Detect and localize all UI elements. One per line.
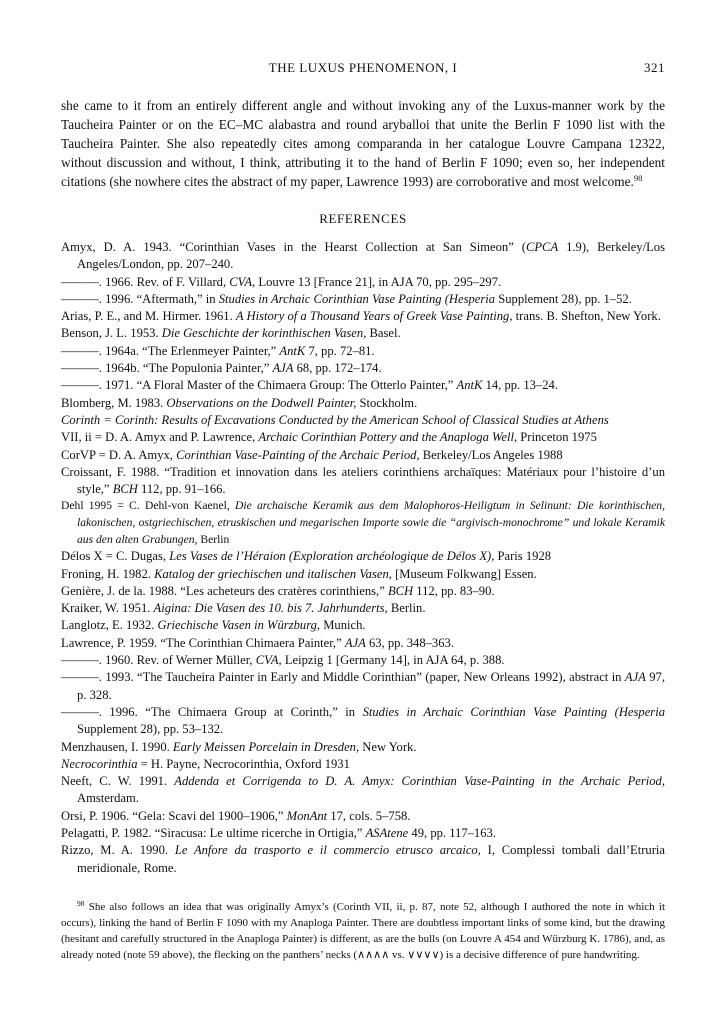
reference-text: Paris 1928 bbox=[494, 549, 552, 564]
reference-text: Amyx, D. A. 1943. “Corinthian Vases in the Hearst Collection at San Simeon” ( bbox=[61, 240, 526, 254]
reference-text: Lawrence, P. 1959. “The Corinthian Chimaera Painter,” bbox=[61, 635, 345, 650]
reference-entry bbox=[61, 669, 665, 704]
reference-text: Munich. bbox=[320, 618, 366, 633]
reference-title: Necrocorinthia bbox=[61, 756, 138, 771]
reference-title: Studies in Archaic Corinthian Vase Painting (Hesperia bbox=[218, 291, 496, 306]
reference-text: New York. bbox=[359, 739, 417, 754]
reference-entry bbox=[61, 808, 665, 825]
reference-title: BCH bbox=[112, 482, 138, 497]
reference-title: Die Geschichte der korinthischen Vasen, bbox=[161, 326, 367, 341]
running-title: THE LUXUS PHENOMENON, I bbox=[268, 60, 458, 75]
reference-text: [Museum Folkwang] Essen. bbox=[391, 566, 537, 581]
reference-title: Le Anfore da trasporto e il commercio etrusco arcaico, bbox=[174, 843, 481, 858]
reference-text: Leipzig 1 [Germany 14], in AJA 64, p. 388. bbox=[281, 653, 505, 668]
reference-title: CPCA bbox=[525, 240, 559, 254]
reference-text: Louvre 13 [France 21], in AJA 70, pp. 295–297. bbox=[255, 274, 502, 289]
reference-title: A History of a Thousand Years of Greek Vase Painting, bbox=[235, 309, 513, 324]
reference-title: MonAnt bbox=[286, 808, 328, 823]
reference-entry bbox=[61, 756, 665, 773]
reference-text: Langlotz, E. 1932. bbox=[61, 618, 158, 633]
reference-text: Supplement 28), pp. 53–132. bbox=[77, 722, 224, 737]
reference-title: Corinthian Vase-Painting of the Archaic Period, bbox=[176, 447, 420, 462]
reference-entry bbox=[61, 548, 665, 565]
reference-entry bbox=[61, 274, 665, 291]
reference-title: AntK bbox=[456, 378, 483, 393]
reference-title: Archaic Corinthian Pottery and the Anaploga Well, bbox=[258, 430, 518, 445]
reference-entry bbox=[61, 395, 665, 412]
reference-text: 112, pp. 83–90. bbox=[413, 583, 495, 598]
reference-text: Berkeley/Los Angeles 1988 bbox=[419, 447, 563, 462]
reference-title: Griechische Vasen in Würzburg, bbox=[157, 618, 321, 633]
reference-text: Berlin. bbox=[387, 601, 426, 616]
reference-text: VII, ii = D. A. Amyx and P. Lawrence, bbox=[61, 430, 259, 445]
reference-entry bbox=[61, 739, 665, 756]
reference-text: Rizzo, M. A. 1990. bbox=[61, 843, 175, 858]
reference-text: 7, pp. 72–81. bbox=[305, 343, 375, 358]
reference-entry bbox=[61, 447, 665, 464]
reference-entry bbox=[61, 360, 665, 377]
page bbox=[61, 60, 665, 974]
reference-text: ———. 1996. “The Chimaera Group at Corinth,” in bbox=[61, 704, 363, 719]
reference-entry bbox=[61, 325, 665, 342]
reference-text: ———. 1971. “A Floral Master of the Chimaera Group: The Otterlo Painter,” bbox=[61, 378, 457, 393]
reference-text: Dehl 1995 = C. Dehl-von Kaenel, bbox=[61, 499, 235, 513]
references-heading: REFERENCES bbox=[319, 211, 407, 226]
reference-title: Early Meissen Porcelain in Dresden, bbox=[172, 739, 360, 754]
reference-title: Observations on the Dodwell Painter, bbox=[166, 395, 357, 410]
reference-text: Blomberg, M. 1983. bbox=[61, 395, 167, 410]
reference-text: Délos X = C. Dugas, bbox=[61, 549, 170, 564]
reference-title: Studies in Archaic Corinthian Vase Painting (Hesperia bbox=[362, 704, 665, 719]
reference-title: Katalog der griechischen und italischen Vasen, bbox=[154, 566, 392, 581]
reference-entry bbox=[61, 343, 665, 360]
reference-text: ———. 1960. Rev. of Werner Müller, bbox=[61, 653, 256, 668]
reference-text: Princeton 1975 bbox=[517, 430, 597, 445]
reference-text: Arias, P. E., and M. Hirmer. 1961. bbox=[61, 309, 236, 324]
reference-entry bbox=[61, 566, 665, 583]
reference-entry bbox=[61, 429, 665, 446]
reference-text: Neeft, C. W. 1991. bbox=[61, 774, 175, 789]
body-paragraph bbox=[61, 96, 665, 191]
footnote-text: She also follows an idea that was originally Amyx’s (Corinth VII, ii, p. 87, note 52, although I authored the note in which it occurs), linking the hand of Berlin F 1090 with my Anaploga Painter. There are doubtless important links of some kind, but the drawing (hesitant and carefully structured in the Anaploga Painter) is different, as are the bulls (on Louvre A 454 and Würzburg K. 1786), and, as already noted (note 59 above), the flecking on the panthers’ necks (∧∧∧∧ vs. ∨∨∨∨) is a decisive difference of pure handwriting. bbox=[61, 900, 665, 961]
reference-title: Corinth = Corinth: Results of Excavations Conducted by the American School of Classical Studies at Athens bbox=[61, 412, 609, 427]
reference-entry bbox=[61, 291, 665, 308]
reference-title: AntK bbox=[279, 343, 306, 358]
reference-text: Croissant, F. 1988. “Tradition et innovation dans les ateliers corinthiens archaïques: Matériaux pour l’histoire d’un style,” bbox=[61, 464, 665, 497]
reference-title: CVA, bbox=[229, 274, 256, 289]
reference-entry bbox=[61, 635, 665, 652]
reference-entry bbox=[61, 652, 665, 669]
reference-text: ———. 1993. “The Taucheira Painter in Early and Middle Corinthian” (paper, New Orleans 1992), abstract in bbox=[61, 670, 625, 685]
reference-text: Basel. bbox=[366, 326, 401, 341]
reference-text: Stockholm. bbox=[356, 395, 418, 410]
reference-entry bbox=[61, 773, 665, 808]
body-paragraph-text: she came to it from an entirely different angle and without invoking any of the Luxus-manner work by the Taucheira Painter or on the EC–MC alabastra and round aryballoi that unite the Berlin F 1090 list with the Taucheira Painter. She also repeatedly cites among comparanda in her catalogue Louvre Campana 12322, without discussion and without, I think, attributing it to the hand of Berlin F 1090; even so, her independent citations (she nowhere cites the abstract of my paper, Lawrence 1993) are corroborative and most welcome. bbox=[61, 98, 665, 189]
reference-text: 63, pp. 348–363. bbox=[365, 635, 454, 650]
reference-text: ———. 1966. Rev. of F. Villard, bbox=[61, 274, 230, 289]
reference-entry bbox=[61, 600, 665, 617]
reference-title: BCH bbox=[387, 583, 414, 598]
reference-text: = H. Payne, Necrocorinthia, Oxford 1931 bbox=[137, 756, 350, 771]
reference-title: Addenda et Corrigenda to D. A. Amyx: Corinthian Vase-Painting in the Archaic Period, bbox=[174, 774, 665, 789]
reference-entry bbox=[61, 842, 665, 877]
page-number: 321 bbox=[644, 60, 665, 75]
footnote-number: 98 bbox=[77, 898, 85, 908]
reference-title: AJA bbox=[624, 670, 646, 685]
reference-title: Aigina: Die Vasen des 10. bis 7. Jahrhunderts, bbox=[153, 601, 388, 616]
reference-text: trans. B. Shefton, New York. bbox=[512, 309, 661, 324]
reference-entry bbox=[61, 498, 665, 548]
reference-text: 68, pp. 172–174. bbox=[293, 361, 382, 376]
reference-text: ———. 1964b. “The Populonia Painter,” bbox=[61, 361, 273, 376]
reference-text: CorVP = D. A. Amyx, bbox=[61, 447, 177, 462]
reference-text: Menzhausen, I. 1990. bbox=[61, 739, 173, 754]
reference-text: 49, pp. 117–163. bbox=[408, 825, 496, 840]
reference-text: Amsterdam. bbox=[77, 791, 139, 806]
reference-entry bbox=[61, 617, 665, 634]
footnote bbox=[61, 899, 665, 963]
reference-entry bbox=[61, 464, 665, 499]
reference-list bbox=[61, 239, 665, 877]
reference-text: Berlin bbox=[197, 532, 230, 546]
reference-entry bbox=[61, 308, 665, 325]
reference-text: 17, cols. 5–758. bbox=[327, 808, 411, 823]
reference-text: I, Complessi tombali dall’Etruria meridionale, Rome. bbox=[77, 843, 665, 875]
reference-text: Pelagatti, P. 1982. “Siracusa: Le ultime ricerche in Ortigia,” bbox=[61, 825, 366, 840]
reference-title: AJA bbox=[344, 635, 366, 650]
reference-title: AJA bbox=[272, 361, 294, 376]
reference-title: ASAtene bbox=[365, 825, 409, 840]
reference-entry bbox=[61, 412, 665, 429]
note-reference: 98 bbox=[633, 173, 643, 183]
reference-text: Froning, H. 1982. bbox=[61, 566, 155, 581]
reference-entry bbox=[61, 239, 665, 274]
reference-title: Die archaische Keramik aus dem Malophoros-Heiligtum in Selinunt: Die korinthischen, lakonischen, ostgriechischen, etruskischen und megarischen Importe sowie die “argivisch-monochrome” und lokale Keramik aus den alten Grabungen, bbox=[77, 499, 665, 546]
reference-text: 14, pp. 13–24. bbox=[482, 378, 558, 393]
reference-text: Benson, J. L. 1953. bbox=[61, 326, 162, 341]
reference-entry bbox=[61, 704, 665, 739]
reference-entry bbox=[61, 825, 665, 842]
reference-text: Kraiker, W. 1951. bbox=[61, 601, 154, 616]
reference-title: Les Vases de l’Héraion (Exploration archéologique de Délos X), bbox=[169, 549, 495, 564]
reference-text: Orsi, P. 1906. “Gela: Scavi del 1900–1906,” bbox=[61, 808, 287, 823]
reference-text: 1.9), Berkeley/Los Angeles/London, pp. 207–240. bbox=[77, 240, 665, 272]
reference-entry bbox=[61, 583, 665, 600]
reference-text: ———. 1996. “Aftermath,” in bbox=[61, 291, 219, 306]
reference-text: ———. 1964a. “The Erlenmeyer Painter,” bbox=[61, 343, 280, 358]
reference-entry bbox=[61, 377, 665, 394]
reference-text: Supplement 28), pp. 1–52. bbox=[495, 291, 632, 306]
running-header bbox=[61, 60, 665, 82]
reference-text: 97, p. 328. bbox=[77, 670, 665, 702]
reference-text: Genière, J. de la. 1988. “Les acheteurs des cratères corinthiens,” bbox=[61, 583, 388, 598]
reference-title: CVA, bbox=[255, 653, 282, 668]
reference-text: 112, pp. 91–166. bbox=[137, 482, 226, 497]
